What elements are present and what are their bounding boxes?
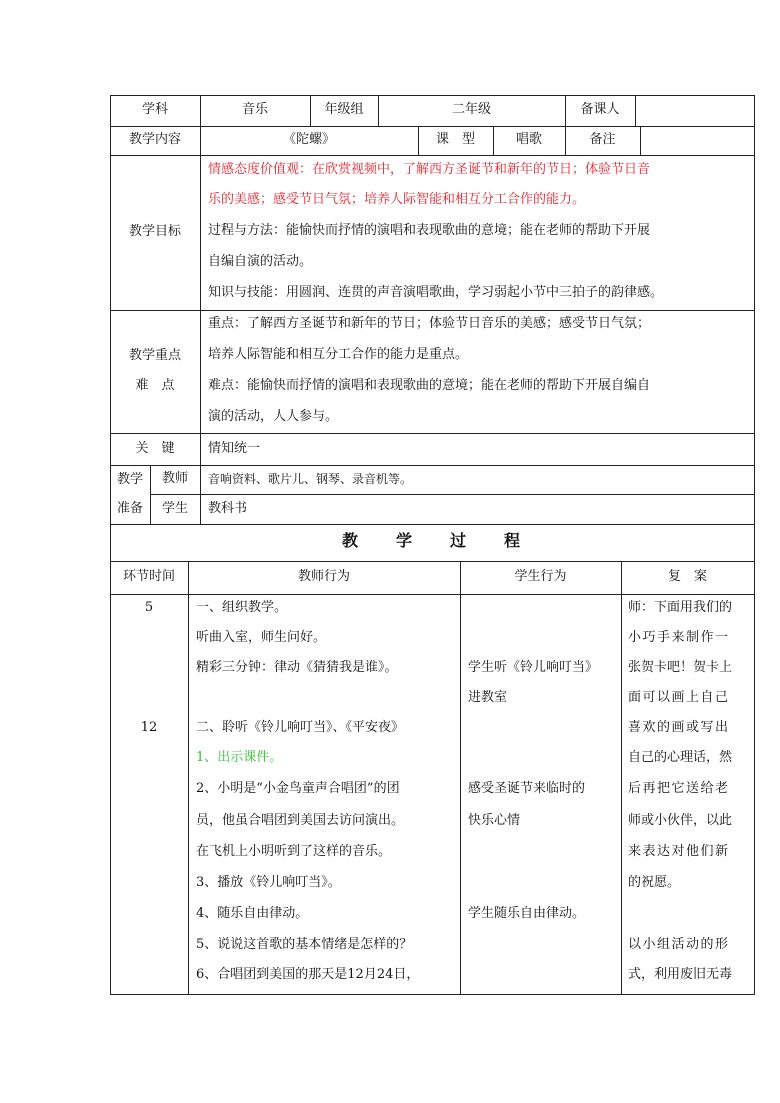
- keypoints-line: 培养人际智能和相互分工合作的能力是重点。: [208, 347, 469, 362]
- keypoints-line: 演的活动，人人参与。: [208, 409, 339, 424]
- teacher-line: 员，他虽合唱团到美国去访问演出。: [196, 813, 405, 828]
- teacher-line: 4、随乐自由律动。: [196, 906, 309, 921]
- col-teacher-header: 教师行为: [297, 569, 350, 584]
- review-line: 面可以画上自己: [628, 690, 730, 705]
- review-line: 自己的心理话，然: [628, 750, 733, 765]
- time-cell: 12: [140, 720, 158, 735]
- review-line: 师：下面用我们的: [628, 600, 733, 615]
- keypoints-line: 难点：能愉快而抒情的演唱和表现歌曲的意境；能在老师的帮助下开展自编自: [208, 378, 651, 393]
- goals-line: 自编自演的活动。: [208, 254, 313, 269]
- difficulty-label: 难 点: [135, 378, 175, 393]
- keypoints-line: 重点：了解西方圣诞节和新年的节日；体验节日音乐的美感；感受节日气氛；: [208, 316, 651, 331]
- teacher-line: 一、组织教学。: [196, 600, 288, 615]
- type-label: 课 型: [435, 132, 475, 147]
- goals-label: 教学目标: [128, 224, 181, 239]
- content-label: 教学内容: [128, 132, 181, 147]
- note-label: 备注: [589, 132, 616, 147]
- teacher-line: 6、合唱团到美国的那天是12月24日，: [196, 967, 420, 982]
- key-label: 关 键: [135, 441, 175, 456]
- prep-teacher-label: 教师: [161, 471, 188, 486]
- type-value: 唱歌: [515, 132, 542, 147]
- goals-line: 乐的美感；感受节日气氛；培养人际智能和相互分工合作的能力。: [208, 192, 586, 207]
- col-time-header: 环节时间: [122, 569, 175, 584]
- review-line: 张贺卡吧！贺卡上: [628, 660, 733, 675]
- col-review-header: 复 案: [667, 569, 707, 584]
- content-value: 《陀螺》: [282, 132, 335, 147]
- grade-value: 二年级: [451, 102, 491, 117]
- review-line: 后再把它送给老: [628, 781, 730, 796]
- subject-label: 学科: [141, 102, 168, 117]
- time-cell: 5: [144, 600, 154, 615]
- teacher-line: 3、播放《铃儿响叮当》。: [196, 875, 341, 890]
- review-line: 以小组活动的形: [628, 937, 730, 952]
- teacher-line: 在飞机上小明听到了这样的音乐。: [196, 844, 392, 859]
- grade-label: 年级组: [324, 102, 364, 117]
- prep-teacher-value: 音响资料、歌片儿、钢琴、录音机等。: [208, 472, 413, 486]
- student-line: 感受圣诞节来临时的: [468, 781, 586, 796]
- process-title: 教 学 过 程: [341, 531, 522, 550]
- goals-line: 过程与方法：能愉快而抒情的演唱和表现歌曲的意境；能在老师的帮助下开展: [208, 223, 651, 238]
- goals-line: 知识与技能：用圆润、连贯的声音演唱歌曲，学习弱起小节中三拍子的韵律感。: [208, 285, 664, 300]
- col-student-header: 学生行为: [514, 569, 567, 584]
- review-line: 喜欢的画或写出: [628, 720, 730, 735]
- prep-label-top: 教学: [116, 472, 143, 487]
- teacher-line: 2、小明是“小金鸟童声合唱团”的团: [196, 781, 400, 796]
- teacher-line: 5、说说这首歌的基本情绪是怎样的？: [196, 937, 413, 952]
- teacher-line: 听曲入室，师生问好。: [196, 630, 327, 645]
- key-value: 情知统一: [208, 441, 261, 456]
- review-line: 式，利用废旧无毒: [628, 967, 733, 982]
- review-line: 小巧手来制作一: [628, 630, 730, 645]
- student-line: 学生听《铃儿响叮当》: [468, 660, 599, 675]
- keypoints-label: 教学重点: [128, 348, 181, 363]
- teacher-label: 备课人: [580, 102, 620, 117]
- teacher-line: 二、聆听《铃儿响叮当》、《平安夜》: [196, 720, 405, 735]
- review-line: 来表达对他们新: [628, 844, 730, 859]
- subject-value: 音乐: [241, 102, 268, 117]
- prep-student-value: 教科书: [208, 501, 248, 516]
- goals-line: 情感态度价值观：在欣赏视频中，了解西方圣诞节和新年的节日；体验节日音: [208, 162, 651, 177]
- student-line: 学生随乐自由律动。: [468, 906, 586, 921]
- review-line: 的祝愿。: [628, 875, 681, 890]
- student-line: 进教室: [468, 690, 508, 705]
- review-line: 师或小伙伴，以此: [628, 813, 733, 828]
- teacher-line: 精彩三分钟：律动《猜猜我是谁》。: [196, 660, 398, 675]
- student-line: 快乐心情: [468, 813, 521, 828]
- prep-label-bottom: 准备: [116, 501, 143, 516]
- teacher-line: 1、出示课件。: [196, 750, 283, 765]
- prep-student-label: 学生: [161, 501, 188, 516]
